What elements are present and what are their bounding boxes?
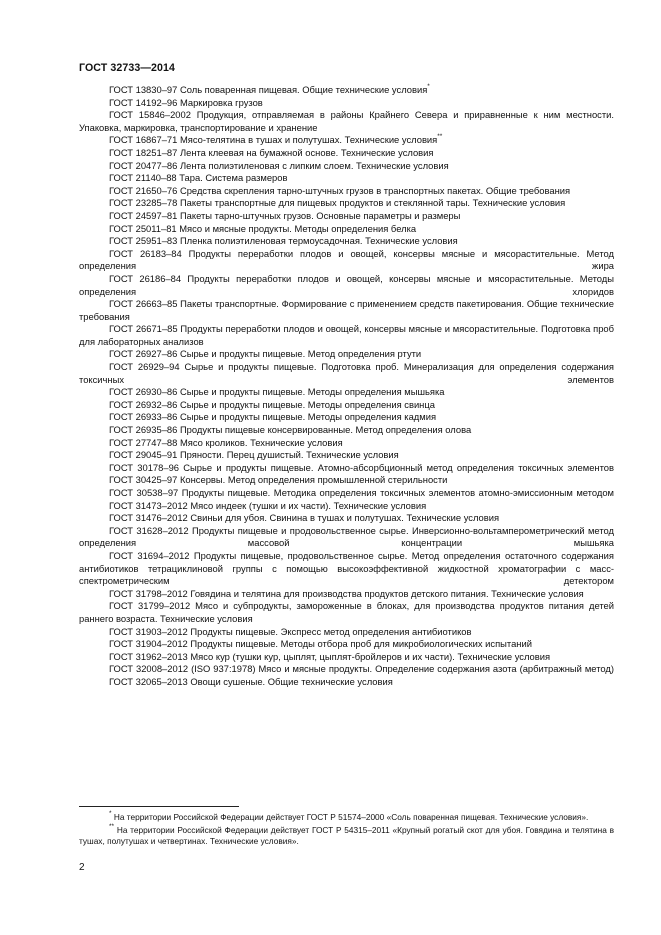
reference-entry bbox=[79, 223, 614, 236]
reference-entry bbox=[79, 185, 614, 198]
reference-entry bbox=[79, 210, 614, 223]
footnote-text: На территории Российской Федерации действует ГОСТ Р 51574–2000 «Соль поваренная пищевая. Технические условия». bbox=[113, 812, 589, 822]
footnote-marker: ** bbox=[437, 133, 443, 141]
footnote-entry bbox=[79, 812, 614, 823]
reference-entry bbox=[79, 449, 614, 462]
reference-text: ГОСТ 26935–86 Продукты пищевые консервированные. Метод определения олова bbox=[109, 424, 472, 436]
reference-text: ГОСТ 32008–2012 (ISO 937:1978) Мясо и мясные продукты. Определение содержания азота (арбитражный метод) bbox=[109, 663, 614, 675]
reference-text: ГОСТ 31799–2012 Мясо и субпродукты, замороженные в блоках, для производства продуктов питания детей раннего возраста. Технические условия bbox=[79, 600, 614, 624]
reference-text: ГОСТ 31903–2012 Продукты пищевые. Экспресс метод определения антибиотиков bbox=[109, 625, 472, 637]
reference-entry bbox=[79, 550, 614, 588]
reference-entry bbox=[79, 399, 614, 412]
reference-text: ГОСТ 23285–78 Пакеты транспортные для пищевых продуктов и стеклянной тары. Технические условия bbox=[109, 197, 566, 209]
reference-entry bbox=[79, 525, 614, 550]
reference-entry bbox=[79, 323, 614, 348]
reference-entry bbox=[79, 235, 614, 248]
reference-text: ГОСТ 31476–2012 Свиньи для убоя. Свинина в тушах и полутушах. Технические условия bbox=[109, 512, 500, 524]
normative-references-list bbox=[79, 84, 614, 689]
reference-entry bbox=[79, 273, 614, 298]
reference-text: ГОСТ 25011–81 Мясо и мясные продукты. Методы определения белка bbox=[109, 222, 417, 234]
footnote-entry bbox=[79, 825, 614, 847]
reference-text: ГОСТ 31962–2013 Мясо кур (тушки кур, цыплят, цыплят-бройлеров и их части). Технические условия bbox=[109, 650, 551, 662]
reference-entry bbox=[79, 487, 614, 500]
reference-text: ГОСТ 31798–2012 Говядина и телятина для производства продуктов детского питания. Технические условия bbox=[109, 587, 584, 599]
reference-entry bbox=[79, 361, 614, 386]
reference-text: ГОСТ 31628–2012 Продукты пищевые и продовольственное сырье. Инверсионно-вольтамперометрический метод определения массовой концентрации мышьяка bbox=[79, 524, 614, 549]
reference-entry bbox=[79, 134, 614, 147]
reference-entry bbox=[79, 462, 614, 475]
reference-text: ГОСТ 26933–86 Сырье и продукты пищевые. Методы определения кадмия bbox=[109, 411, 437, 423]
reference-entry bbox=[79, 147, 614, 160]
reference-entry bbox=[79, 424, 614, 437]
reference-text: ГОСТ 16867–71 Мясо-телятина в тушах и полутушах. Технические условия bbox=[109, 134, 438, 146]
reference-text: ГОСТ 26183–84 Продукты переработки плодов и овощей, консервы мясные и мясорастительные. Метод определения жира bbox=[79, 247, 614, 272]
footnote-text: На территории Российской Федерации действует ГОСТ Р 54315–2011 «Крупный рогатый скот для убоя. Говядина и телятина в тушах, полутушах и четвертинах. Технические условия». bbox=[79, 825, 614, 847]
reference-text: ГОСТ 18251–87 Лента клеевая на бумажной основе. Технические условия bbox=[109, 146, 434, 158]
reference-entry bbox=[79, 588, 614, 601]
reference-text: ГОСТ 21140–88 Тара. Система размеров bbox=[109, 172, 288, 184]
reference-text: ГОСТ 30425–97 Консервы. Метод определения промышленной стерильности bbox=[109, 474, 448, 486]
reference-text: ГОСТ 31694–2012 Продукты пищевые, продовольственное сырье. Метод определения остаточного содержания антибиотиков тетрациклиновой группы с помощью высокоэффективной жидкостной хроматографии с масс-спектрометрическим детектором bbox=[79, 549, 614, 587]
reference-entry bbox=[79, 651, 614, 664]
reference-text: ГОСТ 32065–2013 Овощи сушеные. Общие технические условия bbox=[109, 675, 393, 687]
reference-entry bbox=[79, 676, 614, 689]
reference-text: ГОСТ 24597–81 Пакеты тарно-штучных грузов. Основные параметры и размеры bbox=[109, 209, 461, 221]
reference-text: ГОСТ 13830–97 Соль поваренная пищевая. Общие технические условия bbox=[109, 84, 428, 95]
reference-text: ГОСТ 31904–2012 Продукты пищевые. Методы отбора проб для микробиологических испытаний bbox=[109, 638, 532, 650]
reference-entry bbox=[79, 437, 614, 450]
reference-text: ГОСТ 26186–84 Продукты переработки плодов и овощей, консервы мясные и мясорастительные. Методы определения хлоридов bbox=[79, 272, 614, 297]
reference-entry bbox=[79, 386, 614, 399]
footnote-marker: * bbox=[427, 83, 430, 90]
reference-entry bbox=[79, 298, 614, 323]
reference-text: ГОСТ 30178–96 Сырье и продукты пищевые. Атомно-абсорбционный метод определения токсичных элементов bbox=[109, 461, 614, 473]
reference-text: ГОСТ 25951–83 Пленка полиэтиленовая термоусадочная. Технические условия bbox=[109, 235, 458, 247]
footnote-marker: ** bbox=[109, 823, 115, 831]
reference-entry bbox=[79, 172, 614, 185]
reference-text: ГОСТ 26663–85 Пакеты транспортные. Формирование с применением средств пакетирования. Общие технические требования bbox=[79, 298, 614, 322]
reference-entry bbox=[79, 160, 614, 173]
reference-text: ГОСТ 15846–2002 Продукция, отправляемая в районы Крайнего Севера и приравненные к ним местности. Упаковка, маркировка, транспортирование и хранение bbox=[79, 109, 614, 133]
reference-entry bbox=[79, 474, 614, 487]
reference-entry bbox=[79, 84, 614, 97]
reference-text: ГОСТ 26930–86 Сырье и продукты пищевые. Методы определения мышьяка bbox=[109, 386, 445, 398]
footnote-marker: * bbox=[109, 810, 112, 817]
page-header: ГОСТ 32733—2014 bbox=[79, 62, 176, 74]
reference-text: ГОСТ 26929–94 Сырье и продукты пищевые. Подготовка проб. Минерализация для определения содержания токсичных элементов bbox=[79, 361, 614, 385]
footnote-divider bbox=[79, 806, 239, 807]
reference-entry bbox=[79, 638, 614, 651]
reference-entry bbox=[79, 626, 614, 639]
reference-text: ГОСТ 29045–91 Пряности. Перец душистый. Технические условия bbox=[109, 449, 399, 461]
reference-text: ГОСТ 31473–2012 Мясо индеек (тушки и их части). Технические условия bbox=[109, 499, 427, 511]
reference-entry bbox=[79, 663, 614, 676]
page-number: 2 bbox=[79, 862, 85, 873]
reference-entry bbox=[79, 500, 614, 513]
reference-text: ГОСТ 14192–96 Маркировка грузов bbox=[109, 96, 263, 108]
reference-text: ГОСТ 26932–86 Сырье и продукты пищевые. Методы определения свинца bbox=[109, 398, 435, 410]
reference-entry bbox=[79, 197, 614, 210]
reference-entry bbox=[79, 248, 614, 273]
footnotes bbox=[79, 812, 614, 850]
reference-entry bbox=[79, 411, 614, 424]
reference-text: ГОСТ 21650–76 Средства скрепления тарно-штучных грузов в транспортных пакетах. Общие требования bbox=[109, 184, 571, 196]
reference-text: ГОСТ 27747–88 Мясо кроликов. Технические условия bbox=[109, 436, 343, 448]
reference-entry bbox=[79, 348, 614, 361]
reference-entry bbox=[79, 512, 614, 525]
reference-text: ГОСТ 26671–85 Продукты переработки плодов и овощей, консервы мясные и мясорастительные. Подготовка проб для лабораторных анализов bbox=[79, 323, 614, 347]
reference-entry bbox=[79, 600, 614, 625]
reference-text: ГОСТ 26927–86 Сырье и продукты пищевые. Метод определения ртути bbox=[109, 348, 422, 360]
reference-entry bbox=[79, 109, 614, 134]
reference-text: ГОСТ 20477–86 Лента полиэтиленовая с липким слоем. Технические условия bbox=[109, 159, 449, 171]
reference-entry bbox=[79, 97, 614, 110]
reference-text: ГОСТ 30538–97 Продукты пищевые. Методика определения токсичных элементов атомно-эмиссионным методом bbox=[109, 487, 614, 498]
